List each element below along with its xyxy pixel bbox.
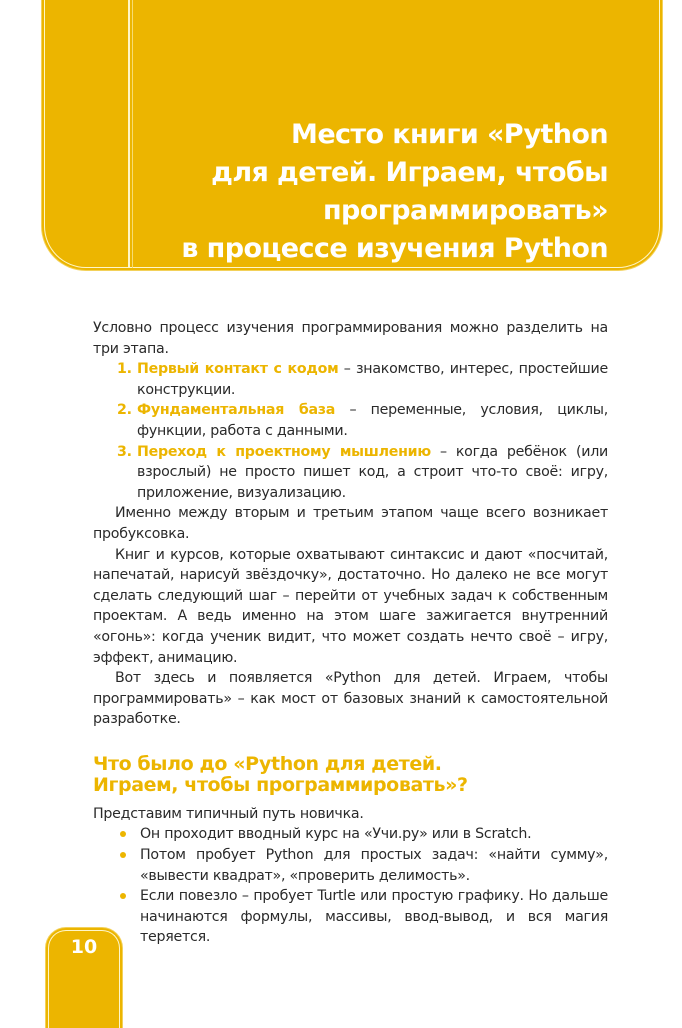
bullet-text: Если повезло – пробует Turtle или простую графику. Но дальше начинаются формулы, массивы, ввод-вывод, и вся магия теряется. [140,888,608,946]
stage-number: 1. [117,361,132,378]
intro-paragraph: Условно процесс изучения программирования можно разделить на три этапа. [93,320,608,357]
page-number-tab [46,928,122,1028]
stages-list [93,359,608,503]
page-number: 10 [70,936,98,958]
stage-item [93,442,608,504]
chapter-title-line: в процессе изучения Python [181,233,608,264]
stage-item [93,400,608,441]
body-paragraph: Книг и курсов, которые охватывают синтаксис и дают «посчитай, напечатай, нарисуй звёздочку», достаточно. Но далеко не все могут сделать следующий шаг – перейти от учебных задач к собственным проектам. А ведь именно на этом шаге зажигается внутренний «огонь»: когда ученик видит, что может создать нечто своё – игру, эффект, анимацию. [93,546,608,666]
chapter-title-line: программировать» [323,195,608,226]
chapter-title-line: для детей. Играем, чтобы [211,157,608,188]
chapter-title [181,116,608,268]
section-lead: Представим типичный путь новичка. [93,805,364,822]
bullet-item [93,845,608,886]
body-paragraph: Именно между вторым и третьим этапом чаще всего возникает пробуксовка. [93,505,608,542]
stage-number: 3. [117,443,132,460]
stage-description: – когда ребёнок (или взрослый) не просто пишет код, а строит что-то своё: игру, приложение, визуализацию. [137,443,608,501]
bullet-dot-icon [120,893,126,899]
novice-path-list [93,824,608,948]
section-heading [93,754,608,796]
stage-description: – знакомство, интерес, простейшие конструкции. [137,361,608,398]
bullet-dot-icon [120,852,126,858]
bullet-text: Он проходит вводный курс на «Учи.ру» или в Scratch. [140,826,532,843]
stage-title: Первый контакт с кодом [137,361,339,378]
section-heading-line: Играем, чтобы программировать»? [93,773,468,796]
chapter-title-line: Место книги «Python [291,119,608,150]
header-vertical-rule [128,0,130,268]
body-paragraph: Вот здесь и появляется «Python для детей. Играем, чтобы программировать» – как мост от базовых знаний к самостоятельной разработке. [93,670,608,728]
stage-description: – переменные, условия, циклы, функции, работа с данными. [137,402,608,439]
bullet-text: Потом пробует Python для простых задач: «найти сумму», «вывести квадрат», «проверить делимость». [140,847,608,884]
stage-item [93,359,608,400]
bullet-item [93,824,608,845]
page-body [93,318,608,948]
bullet-item [93,886,608,948]
stage-title: Переход к проектному мышлению [137,443,431,460]
stage-title: Фундаментальная база [137,402,336,419]
stage-number: 2. [117,402,132,419]
section-heading-line: Что было до «Python для детей. [93,752,442,775]
bullet-dot-icon [120,831,126,837]
header-vertical-rule-shadow [132,0,133,268]
